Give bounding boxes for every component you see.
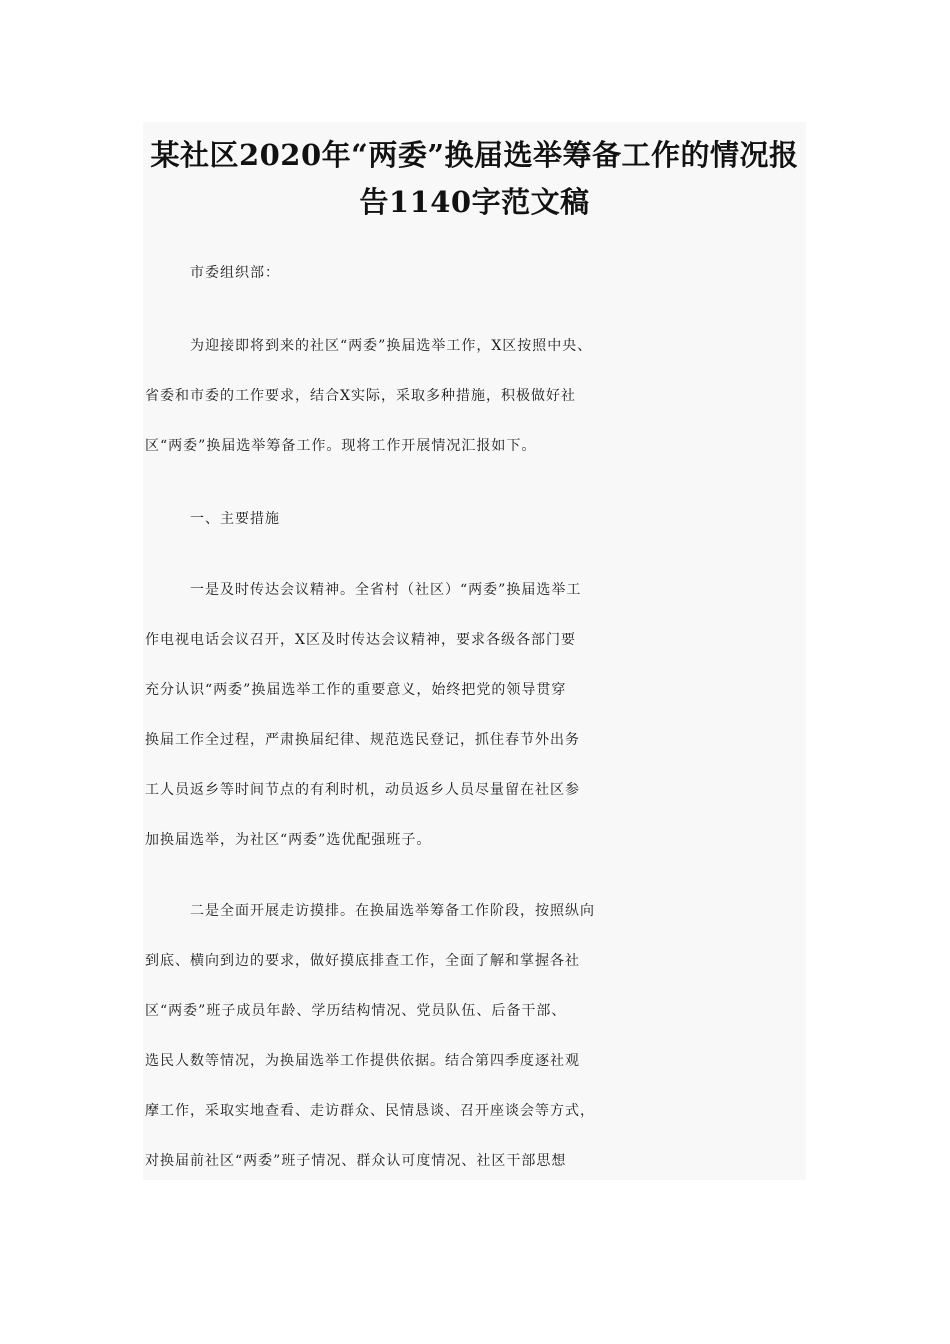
paragraph-2-line-4: 换届工作全过程，严肃换届纪律、规范选民登记，抓住春节外出务: [145, 732, 580, 748]
paragraph-1-line-1: 为迎接即将到来的社区“两委”换届选举工作，X区按照中央、: [190, 338, 593, 354]
paragraph-1-line-3: 区“两委”换届选举筹备工作。现将工作开展情况汇报如下。: [145, 438, 537, 454]
paragraph-2-line-1: 一是及时传达会议精神。全省村（社区）“两委”换届选举工: [190, 582, 582, 598]
salutation: 市委组织部：: [190, 265, 280, 281]
paragraph-3-line-1: 二是全面开展走访摸排。在换届选举筹备工作阶段，按照纵向: [190, 903, 595, 919]
title-line-1: 某社区2020年“两委”换届选举筹备工作的情况报: [150, 138, 799, 172]
paragraph-2-line-3: 充分认识“两委”换届选举工作的重要意义，始终把党的领导贯穿: [145, 682, 567, 698]
paragraph-3-line-2: 到底、横向到边的要求，做好摸底排查工作，全面了解和掌握各社: [145, 953, 580, 969]
paragraph-3-line-3: 区“两委”班子成员年龄、学历结构情况、党员队伍、后备干部、: [145, 1003, 567, 1019]
paragraph-3-line-4: 选民人数等情况，为换届选举工作提供依据。结合第四季度逐社观: [145, 1053, 580, 1069]
section-heading: 一、主要措施: [190, 511, 280, 527]
title-line-2: 告1140字范文稿: [359, 185, 590, 219]
paragraph-1-line-2: 省委和市委的工作要求，结合X实际，采取多种措施，积极做好社: [145, 388, 576, 404]
paragraph-3-line-5: 摩工作，采取实地查看、走访群众、民情恳谈、召开座谈会等方式，: [145, 1103, 595, 1119]
paragraph-3-line-6: 对换届前社区“两委”班子情况、群众认可度情况、社区干部思想: [145, 1153, 567, 1169]
paragraph-2-line-5: 工人员返乡等时间节点的有利时机，动员返乡人员尽量留在社区参: [145, 782, 580, 798]
paragraph-2-line-2: 作电视电话会议召开，X区及时传达会议精神，要求各级各部门要: [145, 632, 576, 648]
document-title: [143, 132, 806, 226]
paragraph-2-line-6: 加换届选举，为社区“两委”选优配强班子。: [145, 832, 432, 848]
